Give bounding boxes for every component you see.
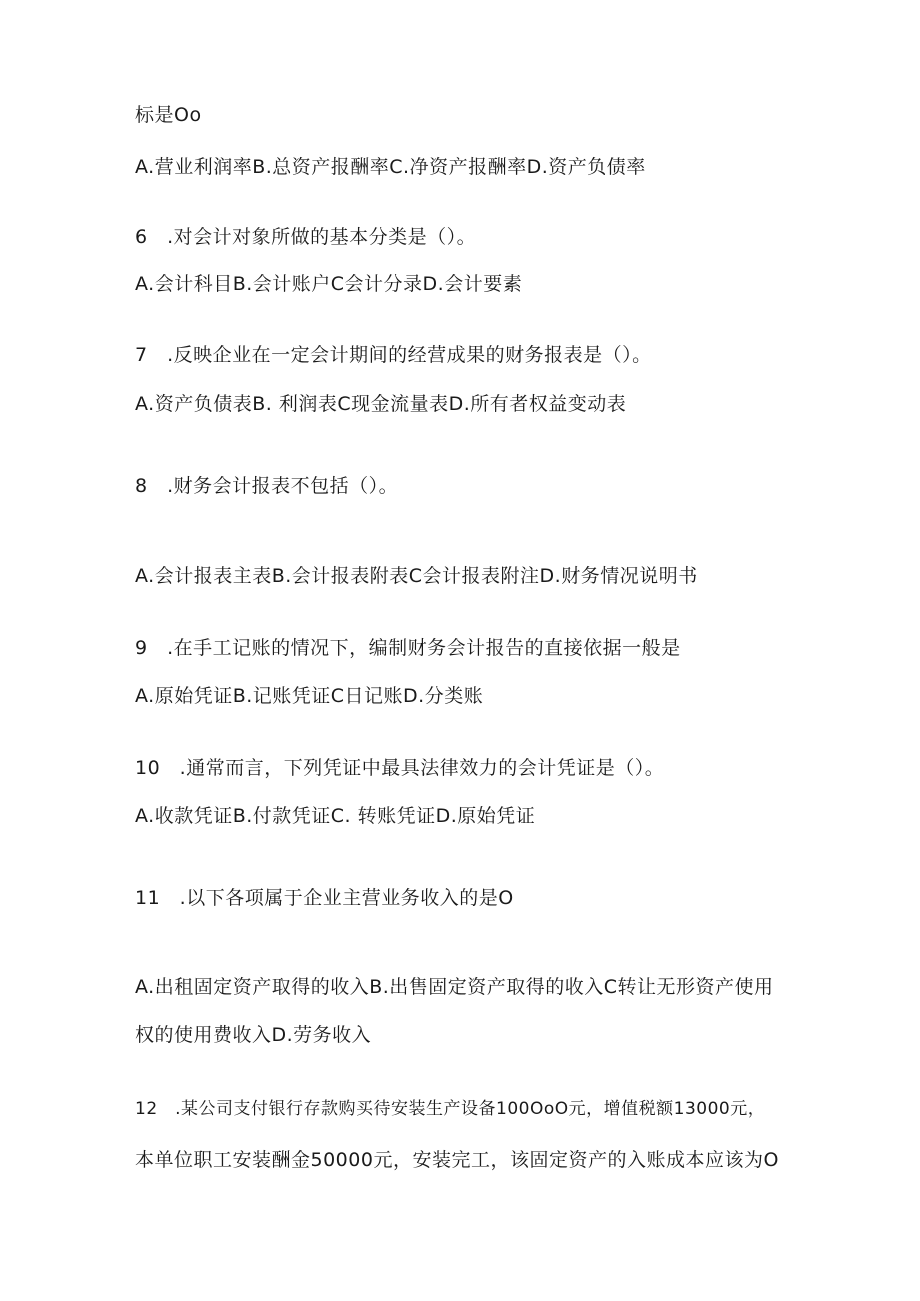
question-11-options-line-2: 权的使用费收入D.劳务收入: [135, 1024, 372, 1046]
question-6-stem: 6 .对会计对象所做的基本分类是（）。: [135, 226, 477, 248]
question-7-options: A.资产负债表B. 利润表C现金流量表D.所有者权益变动表: [135, 393, 627, 415]
question-9-stem: 9 .在手工记账的情况下，编制财务会计报告的直接依据一般是: [135, 637, 681, 659]
question-11-options-line-1: A.出租固定资产取得的收入B.出售固定资产取得的收入C转让无形资产使用: [135, 976, 774, 998]
question-12-stem-line-2: 本单位职工安装酬金50000元，安装完工，该固定资产的入账成本应该为O: [135, 1149, 779, 1171]
question-12-stem-line-1: 12 .某公司支付银行存款购买待安装生产设备100OoO元，增值税额13000元，: [135, 1099, 766, 1119]
question-8-options: A.会计报表主表B.会计报表附表C会计报表附注D.财务情况说明书: [135, 565, 698, 587]
question-11-stem: 11 .以下各项属于企业主营业务收入的是O: [135, 887, 514, 909]
question-5-stem-tail: 标是Oo: [135, 104, 202, 126]
question-6-options: A.会计科目B.会计账户C会计分录D.会计要素: [135, 273, 523, 295]
question-9-options: A.原始凭证B.记账凭证C日记账D.分类账: [135, 685, 484, 707]
question-10-stem: 10 .通常而言，下列凭证中最具法律效力的会计凭证是（）。: [135, 757, 665, 779]
question-8-stem: 8 .财务会计报表不包括（）。: [135, 475, 399, 497]
question-7-stem: 7 .反映企业在一定会计期间的经营成果的财务报表是（）。: [135, 344, 652, 366]
question-10-options: A.收款凭证B.付款凭证C. 转账凭证D.原始凭证: [135, 805, 536, 827]
question-5-options: A.营业利润率B.总资产报酬率C.净资产报酬率D.资产负债率: [135, 156, 646, 178]
